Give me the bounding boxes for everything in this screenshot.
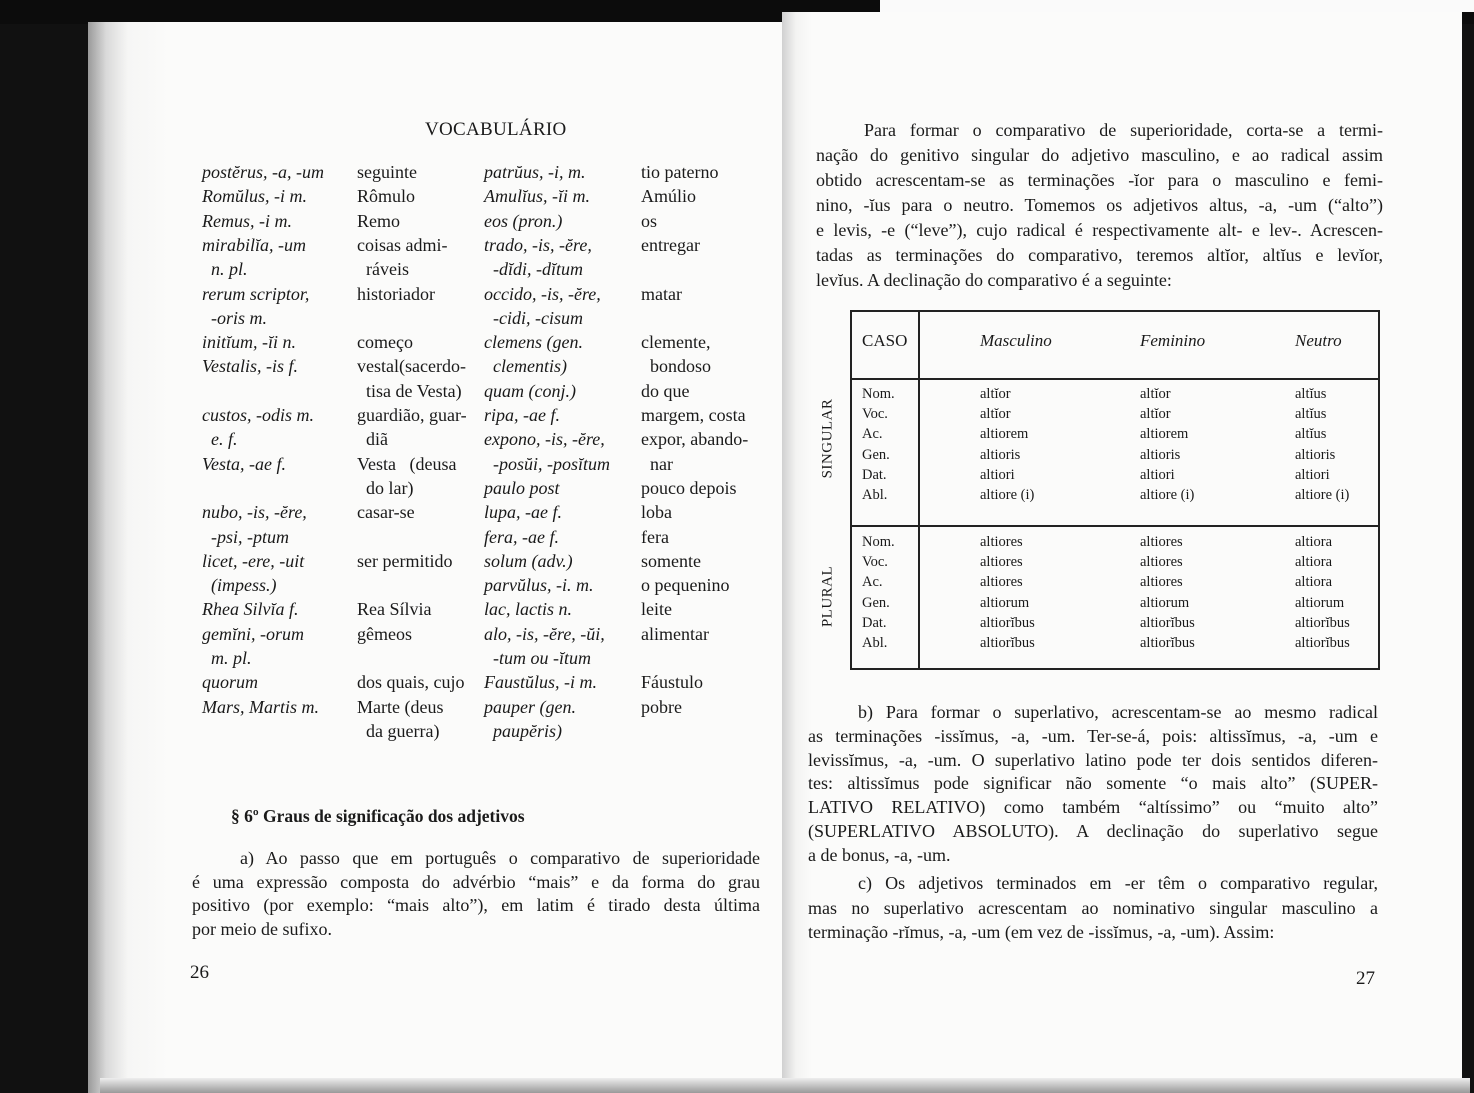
portuguese-meaning: Amúlio [641,186,697,207]
declension-form: altĭor [1140,406,1171,423]
latin-term: -tum ou -ĭtum [484,648,591,668]
table-header-caso: CASO [862,331,908,350]
latin-term: Romŭlus, -i m. [202,186,307,207]
latin-term: parvŭlus, -i. m. [484,575,594,596]
latin-term: -posŭi, -posĭtum [484,453,610,474]
latin-term: Rhea Silvĭa f. [202,599,299,620]
portuguese-meaning: somente [641,550,701,571]
portuguese-meaning: entregar [641,234,700,255]
latin-term: mirabilĭa, -um [202,234,307,255]
latin-term: -dĭdi, -dĭtum [484,259,583,280]
portuguese-meaning: começo [357,332,413,353]
case-label: Nom. [862,386,895,402]
section-heading: § 6º Graus de significação dos adjetivos [231,806,525,826]
latin-term: Vesta, -ae f. [202,453,286,474]
latin-term: initĭum, -ĭi n. [202,332,296,353]
latin-term: paupĕris) [484,720,562,741]
latin-term: custos, -odis m. [202,405,314,425]
portuguese-meaning: dos quais, cujo [357,672,465,693]
table-group-divider [852,525,1378,527]
portuguese-meaning: Remo [357,210,400,231]
table-header-divider [852,378,1378,380]
declension-form: altiorem [1140,426,1189,443]
declension-form: altiores [1140,554,1183,571]
portuguese-meaning: gêmeos [357,623,412,644]
latin-term: (impess.) [202,575,277,596]
declension-form: altĭor [1140,386,1171,402]
declension-form: altĭus [1295,426,1327,443]
group-label-singular: SINGULAR [819,398,836,479]
declension-form: altiorĭbus [1140,635,1195,651]
text-line: terminação -rĭmus, -a, -um (em vez de -issĭmus, -a, -um). Assim: [808,922,1275,942]
declension-form: altĭor [980,406,1011,423]
declension-form: altiorĭbus [1295,614,1350,631]
declension-form: altiori [1295,466,1330,483]
declension-form: altiora [1295,554,1333,571]
latin-term: licet, -ere, -uit [202,550,305,571]
portuguese-meaning: Fáustulo [641,672,704,693]
declension-form: altioris [1295,446,1336,463]
group-label-plural: PLURAL [819,565,836,628]
portuguese-meaning: do que [641,380,690,401]
latin-term: clemens (gen. [484,332,583,353]
case-label: Abl. [862,487,888,503]
portuguese-meaning: Rea Sílvia [357,599,432,620]
portuguese-meaning: guardião, guar- [357,405,467,425]
text-line: Para formar o comparativo de superioridade, corta-se a termi- [864,120,1383,140]
portuguese-meaning: da guerra) [357,720,440,741]
portuguese-meaning: fera [641,526,669,547]
declension-table [850,310,1380,670]
portuguese-meaning: do lar) [357,477,414,498]
latin-term: Mars, Martis m. [202,696,320,717]
text-line: por meio de sufixo. [192,918,332,939]
text-line: é uma expressão composta do advérbio “mais” e da forma do grau [192,871,760,892]
portuguese-meaning: leite [641,599,672,620]
declension-form: altiorem [980,426,1029,443]
latin-term: m. pl. [202,648,252,668]
declension-form: altiore (i) [1295,487,1350,503]
latin-term: lac, lactis n. [484,599,572,620]
latin-term: paulo post [484,477,560,498]
latin-term: solum (adv.) [484,550,573,571]
latin-term: Vestalis, -is f. [202,356,299,377]
declension-form: altiorum [1295,594,1345,611]
text-line: tes: altissĭmus pode significar não somente “o mais alto” (SUPER- [808,773,1378,794]
latin-term: expono, -is, -ĕre, [484,429,605,450]
declension-form: altĭus [1295,406,1327,423]
declension-form: altiores [1140,534,1183,550]
declension-form: altioris [980,446,1021,463]
text-line: tadas as terminações do comparativo, teremos altĭor, altĭus e levĭor, [816,245,1383,265]
portuguese-meaning: historiador [357,283,435,304]
portuguese-meaning: Marte (deus [357,696,444,717]
case-label: Gen. [862,446,890,463]
latin-term: Amulĭus, -ĭi m. [484,186,590,207]
portuguese-meaning: casar-se [357,502,415,523]
portuguese-meaning: matar [641,283,682,304]
latin-term: -oris m. [202,307,268,328]
declension-form: altiores [1140,574,1183,591]
text-line: as terminações -issĭmus, -a, -um. Ter-se-á, pois: altissĭmus, -a, -um e [808,725,1378,746]
text-line: levissĭmus, -a, -um. O superlativo latino pode ter dois sentidos diferen- [808,749,1378,770]
latin-term: fera, -ae f. [484,526,559,547]
declension-form: altiora [1295,534,1333,550]
declension-form: altiores [980,554,1023,571]
latin-term: gemĭni, -orum [202,623,304,644]
text-line: a de bonus, -a, -um. [808,844,951,865]
case-label: Dat. [862,466,887,483]
latin-term: Remus, -i m. [202,210,292,231]
portuguese-meaning: Vesta (deusa [357,453,457,474]
declension-form: altĭus [1295,386,1327,402]
latin-term: n. pl. [202,259,248,280]
case-label: Voc. [862,406,888,423]
table-column-divider [918,312,920,668]
declension-form: altiora [1295,574,1333,591]
latin-term: Faustŭlus, -i m. [484,672,598,693]
case-label: Ac. [862,574,883,591]
declension-form: altiore (i) [980,487,1035,503]
case-label: Nom. [862,534,895,550]
case-label: Gen. [862,594,890,611]
portuguese-meaning: vestal(sacerdo- [357,356,466,377]
case-label: Abl. [862,635,888,651]
portuguese-meaning: seguinte [357,162,417,182]
portuguese-meaning: loba [641,502,672,523]
declension-form: altiorĭbus [1140,614,1195,631]
latin-term: e. f. [202,429,238,450]
text-line: c) Os adjetivos terminados em -er têm o comparativo regular, [858,873,1378,893]
portuguese-meaning: coisas admi- [357,234,448,255]
portuguese-meaning: margem, costa [641,405,746,425]
latin-term: eos (pron.) [484,210,563,231]
latin-term: -cidi, -cisum [484,307,583,328]
latin-term: -psi, -ptum [202,526,289,547]
portuguese-meaning: pouco depois [641,477,737,498]
portuguese-meaning: pobre [641,696,682,717]
portuguese-meaning: diã [357,429,388,450]
latin-term: alo, -is, -ĕre, -ŭi, [484,623,605,644]
text-line: a) Ao passo que em português o comparativo de superioridade [240,848,760,868]
text-line: levĭus. A declinação do comparativo é a seguinte: [816,270,1172,290]
page-number-right: 27 [1356,968,1375,989]
declension-form: altioris [1140,446,1181,463]
declension-form: altiorĭbus [1295,635,1350,651]
portuguese-meaning: bondoso [641,356,712,377]
text-line: b) Para formar o superlativo, acrescentam-se ao mesmo radical [858,702,1378,722]
latin-term: clementis) [484,356,567,377]
portuguese-meaning: expor, abando- [641,429,749,450]
portuguese-meaning: clemente, [641,332,711,353]
portuguese-meaning: tisa de Vesta) [357,380,462,401]
declension-form: altiori [980,466,1015,483]
declension-form: altiori [1140,466,1175,483]
latin-term: postĕrus, -a, -um [202,162,324,182]
portuguese-meaning: nar [641,453,673,474]
latin-term: occido, -is, -ĕre, [484,283,601,304]
latin-term: ripa, -ae f. [484,405,560,425]
portuguese-meaning: os [641,210,658,231]
table-header-neutro: Neutro [1295,331,1342,350]
table-header-masculino: Masculino [980,331,1052,350]
declension-form: altiorum [980,594,1030,611]
portuguese-meaning: alimentar [641,623,709,644]
latin-term: pauper (gen. [484,696,576,717]
case-label: Dat. [862,614,887,631]
text-line: LATIVO RELATIVO) como também “altíssimo” ou “muito alto” [808,797,1378,818]
latin-term: lupa, -ae f. [484,502,562,523]
case-label: Voc. [862,554,888,571]
text-line: nação do genitivo singular do adjetivo masculino, e ao radical assim [816,145,1383,165]
latin-term: nubo, -is, -ĕre, [202,502,307,523]
portuguese-meaning: Rômulo [357,186,416,207]
portuguese-meaning: ser permitido [357,550,453,571]
scan-edge-top-right [880,0,1474,12]
latin-term: quam (conj.) [484,380,576,401]
declension-form: altiorum [1140,594,1190,611]
text-line: e levis, -e (“leve”), cujo radical é respectivamente alt- e lev-. Acrescen- [816,220,1383,240]
text-line: (SUPERLATIVO ABSOLUTO). A declinação do superlativo segue [808,821,1378,841]
text-line: obtido acrescentam-se as terminações -ĭor para o masculino e femi- [816,170,1383,190]
scan-edge-bottom [100,1078,1470,1093]
declension-form: altiorĭbus [980,635,1035,651]
page-number-left: 26 [190,962,209,983]
table-header-feminino: Feminino [1140,331,1206,350]
declension-form: altiore (i) [1140,487,1195,503]
declension-form: altiores [980,574,1023,591]
vocabulary-title: VOCABULÁRIO [425,119,567,140]
portuguese-meaning: tio paterno [641,162,719,182]
portuguese-meaning: o pequenino [641,575,730,596]
text-line: mas no superlativo acrescentam ao nominativo singular masculino a [808,897,1378,918]
latin-term: trado, -is, -ĕre, [484,234,592,255]
latin-term: patrŭus, -i, m. [484,162,586,182]
portuguese-meaning: ráveis [357,259,409,280]
declension-form: altĭor [980,386,1011,402]
case-label: Ac. [862,426,883,443]
latin-term: quorum [202,672,259,693]
text-line: positivo (por exemplo: “mais alto”), em latim é tirado desta última [192,895,760,915]
declension-form: altiores [980,534,1023,550]
text-line: nino, -ĭus para o neutro. Tomemos os adjetivos altus, -a, -um (“alto”) [816,195,1383,215]
declension-form: altiorĭbus [980,614,1035,631]
latin-term: rerum scriptor, [202,283,310,304]
